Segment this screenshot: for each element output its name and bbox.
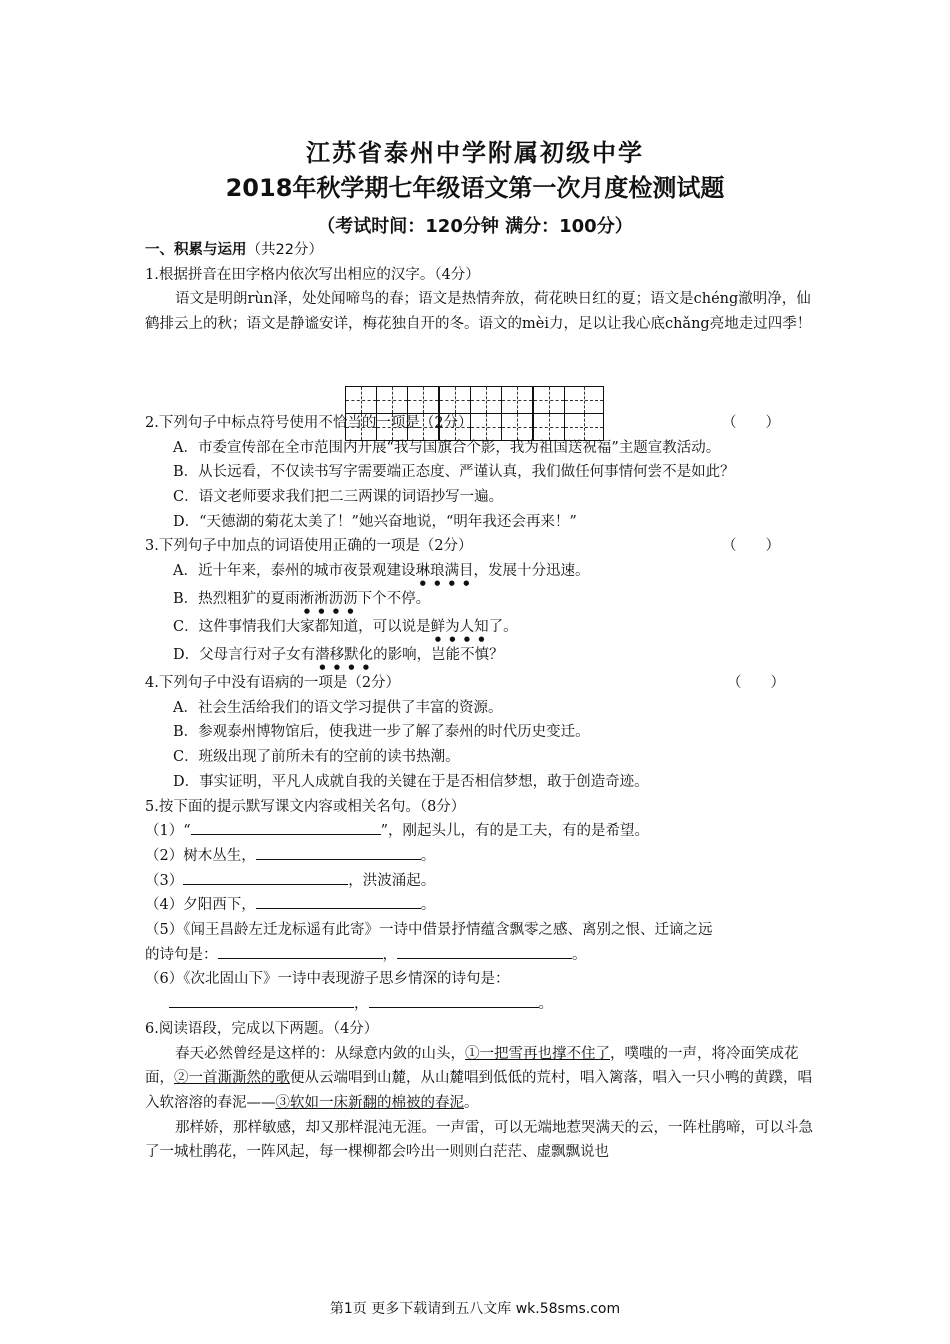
grid-cell[interactable] xyxy=(407,413,439,441)
q6-stem: 6.阅读语段，完成以下两题。（4分） xyxy=(145,1020,379,1037)
school-title: 江苏省泰州中学附属初级中学 xyxy=(306,138,644,167)
q4-option-c: C．班级出现了前所未有的空前的读书热潮。 xyxy=(173,749,460,766)
answer-blank[interactable] xyxy=(169,993,354,1008)
section-heading: 一、积累与运用（共22分） xyxy=(145,242,323,258)
answer-blank[interactable] xyxy=(397,944,572,959)
q2-option-d: D．“天德湖的菊花太美了！”她兴奋地说，“明年我还会再来！” xyxy=(173,513,577,530)
q3-option-a: A．近十年来，泰州的城市夜景观建设琳琅满目，发展十分迅速。 xyxy=(173,563,590,580)
page-footer: 第1页 更多下载请到五八文库 wk.58sms.com xyxy=(329,1301,621,1317)
grid-cell[interactable] xyxy=(564,386,604,414)
grid-cell[interactable] xyxy=(345,413,377,441)
q6-paragraph-1: 春天必然曾经是这样的：从绿意内敛的山头，①一把雪再也撑不住了，噗嗤的一声，将冷面笑成花面，②一首澌澌然的歌便从云端唱到山麓，从山麓唱到低低的荒村，唱入篱落，唱入一只小鸭的黄蹼，唱入软溶溶的春泥——③软如一床新翻的棉被的春泥。 xyxy=(145,1045,812,1111)
q4-option-d: D．事实证明，平凡人成就自我的关键在于是否相信梦想，敢于创造奇迹。 xyxy=(173,773,649,790)
answer-blank[interactable] xyxy=(256,845,421,860)
grid-cell[interactable] xyxy=(501,386,533,414)
q2-option-b: B．从长远看，不仅读书写字需要端正态度、严谨认真，我们做任何事情何尝不是如此？ xyxy=(173,464,735,481)
q5-item-4: （4）夕阳西下， 。 xyxy=(145,893,825,918)
answer-blank[interactable] xyxy=(256,894,421,909)
q5-item-6: （6）《次北固山下》一诗中表现游子思乡情深的诗句是： xyxy=(145,971,510,988)
exam-title: 2018年秋学期七年级语文第一次月度检测试题 xyxy=(225,174,725,202)
grid-cell[interactable] xyxy=(376,413,408,441)
grid-cell[interactable] xyxy=(439,386,471,414)
grid-cell[interactable] xyxy=(533,413,565,441)
grid-cell[interactable] xyxy=(439,413,471,441)
answer-blank[interactable] xyxy=(218,944,383,959)
grid-cell[interactable] xyxy=(470,386,502,414)
grid-cell[interactable] xyxy=(376,386,408,414)
q4-option-b: B．参观泰州博物馆后，使我进一步了解了泰州的时代历史变迁。 xyxy=(173,724,590,741)
answer-blank[interactable] xyxy=(191,820,381,835)
q6-paragraph-2: 那样娇，那样敏感，却又那样混沌无涯。一声雷，可以无端地惹哭满天的云，一阵杜鹃啼，可以斗急了一城杜鹃花，一阵风起，每一棵柳都会吟出一则则白茫茫、虚飘飘说也 xyxy=(145,1119,813,1161)
exam-info: （考试时间：120分钟 满分：100分） xyxy=(317,216,633,237)
grid-cell[interactable] xyxy=(533,386,565,414)
q2-stem: 2.下列句子中标点符号使用不恰当的一项是（2分） （ ） xyxy=(145,414,780,431)
grid-cell[interactable] xyxy=(345,386,377,414)
grid-cell[interactable] xyxy=(501,413,533,441)
answer-blank[interactable] xyxy=(369,993,539,1008)
q3-option-d: D．父母言行对子女有潜移默化的影响，岂能不慎？ xyxy=(173,647,504,664)
q2-option-a: A．市委宣传部在全市范围内开展“我与国旗合个影，我为祖国送祝福”主题宣教活动。 xyxy=(173,439,721,456)
q3-option-b: B．热烈粗犷的夏雨淅淅沥沥下个不停。 xyxy=(173,591,431,608)
q5-item-3: （3） ，洪波涌起。 xyxy=(145,869,825,894)
q2-option-c: C．语文老师要求我们把二三两课的词语抄写一遍。 xyxy=(173,488,504,505)
q4-stem: 4.下列句子中没有语病的一项是（2分） （ ） xyxy=(145,675,785,692)
q5-item-2: （2）树木丛生， 。 xyxy=(145,844,825,869)
exam-content xyxy=(145,238,825,1165)
q5-item-6-blanks: ， 。 xyxy=(145,992,825,1017)
grid-cell[interactable] xyxy=(470,413,502,441)
q3-option-c: C．这件事情我们大家都知道，可以说是鲜为人知了。 xyxy=(173,619,518,636)
q5-item-1: （1）“ ”，刚起头儿，有的是工夫，有的是希望。 xyxy=(145,819,825,844)
q1-stem: 1.根据拼音在田字格内依次写出相应的汉字。（4分） xyxy=(145,266,480,283)
q5-item-5: （5）《闻王昌龄左迁龙标遥有此寄》一诗中借景抒情蕴含飘零之感、离别之恨、迁谪之远 xyxy=(145,922,713,939)
q3-stem: 3.下列句子中加点的词语使用正确的一项是（2分） （ ） xyxy=(145,538,780,555)
q5-stem: 5.按下面的提示默写课文内容或相关名句。（8分） xyxy=(145,798,466,815)
grid-cell[interactable] xyxy=(407,386,439,414)
q1-text: 语文是明朗rùn泽，处处闻啼鸟的春；语文是热情奔放，荷花映日红的夏；语文是chéng澈明净，仙鹤排云上的秋；语文是静谧安详，梅花独自开的冬。语文的mèi力，足以让我心底chǎng亮地走过四季！ xyxy=(145,291,812,333)
q4-option-a: A．社会生活给我们的语文学习提供了丰富的资源。 xyxy=(173,699,503,716)
tianzige-grid xyxy=(345,386,604,442)
answer-blank[interactable] xyxy=(183,870,348,885)
grid-cell[interactable] xyxy=(564,413,604,441)
q5-item-5b: 的诗句是： ， 。 xyxy=(145,943,825,968)
